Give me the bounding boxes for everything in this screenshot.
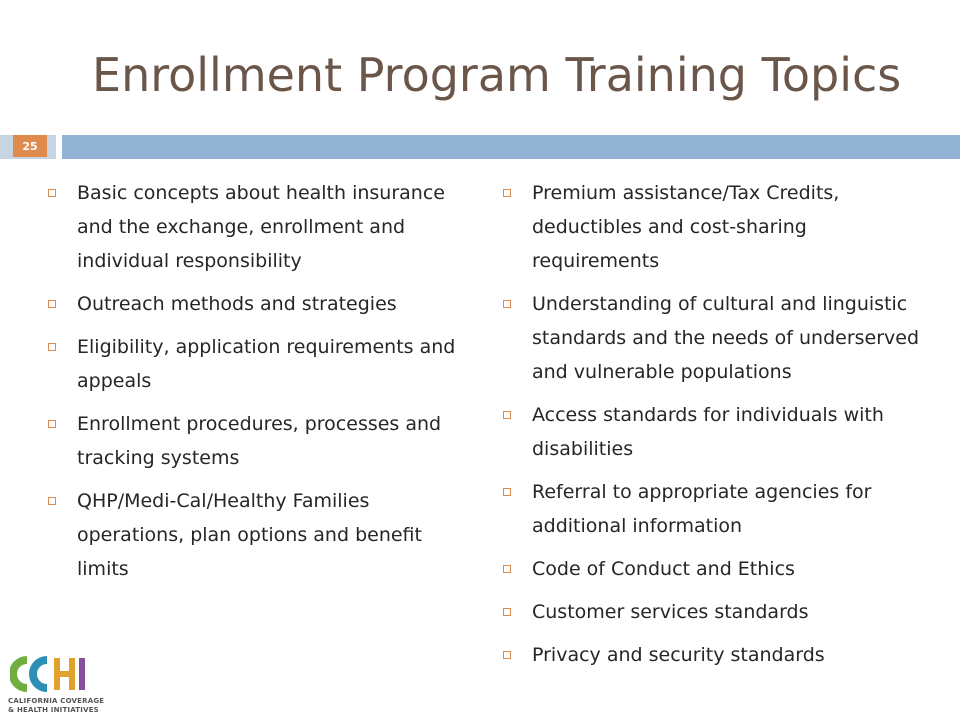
square-bullet-icon xyxy=(503,411,511,419)
square-bullet-icon xyxy=(503,488,511,496)
list-item-text: QHP/Medi-Cal/Healthy Families operations, plan options and benefit limits xyxy=(77,490,422,580)
cchi-logo xyxy=(8,654,105,716)
logo-text-line-1: CALIFORNIA COVERAGE xyxy=(8,697,105,705)
slide-title: Enrollment Program Training Topics xyxy=(92,48,902,102)
list-item xyxy=(45,176,475,278)
list-item-text: Understanding of cultural and linguistic standards and the needs of underserved and vulnerable populations xyxy=(532,293,920,383)
list-item-text: Access standards for individuals with disabilities xyxy=(532,404,884,460)
list-item xyxy=(500,398,920,466)
list-item xyxy=(500,595,920,629)
list-item xyxy=(45,484,475,586)
square-bullet-icon xyxy=(503,189,511,197)
square-bullet-icon xyxy=(503,300,511,308)
square-bullet-icon xyxy=(48,300,56,308)
square-bullet-icon xyxy=(503,608,511,616)
header-band-right xyxy=(62,135,960,159)
list-item xyxy=(500,552,920,586)
list-item-text: Basic concepts about health insurance and the exchange, enrollment and individual responsibility xyxy=(77,182,445,272)
list-item-text: Referral to appropriate agencies for additional information xyxy=(532,481,872,537)
logo-text-line-2: & HEALTH INITIATIVES xyxy=(8,706,99,714)
list-item-text: Outreach methods and strategies xyxy=(77,293,397,315)
list-item-text: Code of Conduct and Ethics xyxy=(532,558,795,580)
list-item xyxy=(45,330,475,398)
square-bullet-icon xyxy=(503,651,511,659)
square-bullet-icon xyxy=(503,565,511,573)
square-bullet-icon xyxy=(48,420,56,428)
cchi-logo-icon xyxy=(10,654,90,694)
list-item xyxy=(45,407,475,475)
list-item xyxy=(500,176,920,278)
list-item-text: Premium assistance/Tax Credits, deductibles and cost-sharing requirements xyxy=(532,182,840,272)
list-item xyxy=(45,287,475,321)
list-item-text: Customer services standards xyxy=(532,601,809,623)
list-item xyxy=(500,287,920,389)
square-bullet-icon xyxy=(48,343,56,351)
square-bullet-icon xyxy=(48,189,56,197)
list-item-text: Enrollment procedures, processes and tracking systems xyxy=(77,413,442,469)
list-item-text: Privacy and security standards xyxy=(532,644,825,666)
right-topic-list xyxy=(500,176,920,681)
left-topic-list xyxy=(45,176,475,595)
list-item xyxy=(500,638,920,672)
list-item-text: Eligibility, application requirements and appeals xyxy=(77,336,456,392)
list-item xyxy=(500,475,920,543)
square-bullet-icon xyxy=(48,497,56,505)
page-number-badge: 25 xyxy=(13,135,47,157)
